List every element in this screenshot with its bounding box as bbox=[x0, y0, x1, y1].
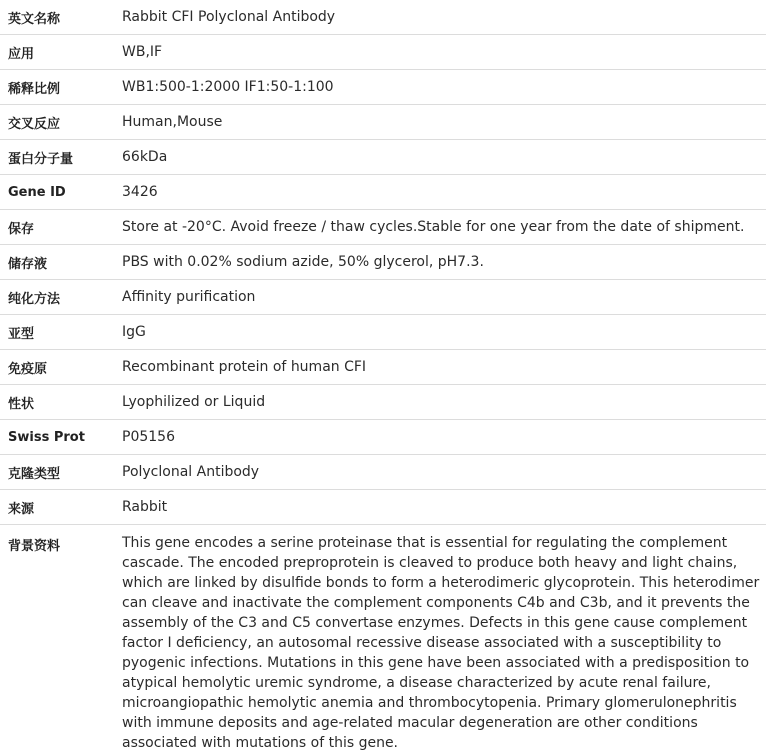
spec-value-background: This gene encodes a serine proteinase that is essential for regulating the complement cascade. The encoded preproprotein is cleaved to produce both heavy and light chains, which are linked by disulfide bonds to form a heterodimeric glycoprotein. This heterodimer can cleave and inactivate the complement components C4b and C3b, and it prevents the assembly of the C3 and C5 convertase enzymes. Defects in this gene cause complement factor I deficiency, an autosomal recessive disease associated with a susceptibility to pyogenic infections. Mutations in this gene have been associated with a predisposition to atypical hemolytic uremic syndrome, a disease characterized by acute renal failure, microangiopathic hemolytic anemia and thrombocytopenia. Primary glomerulonephritis with immune deposits and age-related macular degeneration are other conditions associated with mutations of this gene. bbox=[122, 535, 760, 751]
spec-value: P05156 bbox=[122, 429, 175, 445]
spec-value: 66kDa bbox=[122, 149, 168, 165]
spec-row-application bbox=[0, 35, 766, 70]
spec-row-gene-id bbox=[0, 175, 766, 210]
spec-row-background bbox=[0, 525, 766, 754]
spec-value: WB,IF bbox=[122, 44, 163, 60]
spec-row-storage bbox=[0, 210, 766, 245]
spec-value: Recombinant protein of human CFI bbox=[122, 359, 367, 375]
spec-value: WB1:500-1:2000 IF1:50-1:100 bbox=[122, 79, 334, 95]
spec-row-purification bbox=[0, 280, 766, 315]
spec-value: IgG bbox=[122, 324, 146, 340]
spec-row-english-name bbox=[0, 0, 766, 35]
spec-label: 背景资料 bbox=[8, 539, 61, 554]
spec-value: PBS with 0.02% sodium azide, 50% glycerol, pH7.3. bbox=[122, 254, 484, 270]
spec-label: 克隆类型 bbox=[8, 466, 61, 482]
spec-row-cross-reactivity bbox=[0, 105, 766, 140]
spec-label: 亚型 bbox=[8, 326, 35, 342]
spec-label: 稀释比例 bbox=[8, 81, 61, 97]
spec-label: 性状 bbox=[8, 396, 35, 412]
spec-value: Rabbit CFI Polyclonal Antibody bbox=[122, 9, 336, 25]
spec-row-form bbox=[0, 385, 766, 420]
spec-label: 英文名称 bbox=[8, 11, 61, 27]
spec-label: 保存 bbox=[8, 221, 35, 237]
spec-label: 纯化方法 bbox=[8, 291, 61, 307]
spec-value: Rabbit bbox=[122, 499, 168, 515]
spec-label: 蛋白分子量 bbox=[8, 151, 74, 167]
spec-value: Polyclonal Antibody bbox=[122, 464, 260, 480]
spec-label: Gene ID bbox=[8, 184, 66, 200]
spec-value: Lyophilized or Liquid bbox=[122, 394, 266, 410]
spec-row-clonality bbox=[0, 455, 766, 490]
spec-value: Store at -20°C. Avoid freeze / thaw cycles.Stable for one year from the date of shipment. bbox=[122, 219, 745, 235]
spec-row-immunogen bbox=[0, 350, 766, 385]
spec-row-buffer bbox=[0, 245, 766, 280]
spec-label: Swiss Prot bbox=[8, 429, 85, 445]
spec-label: 来源 bbox=[8, 501, 35, 517]
spec-value: Affinity purification bbox=[122, 289, 256, 305]
spec-row-molecular-weight bbox=[0, 140, 766, 175]
spec-row-host bbox=[0, 490, 766, 525]
spec-label: 免疫原 bbox=[8, 361, 48, 377]
spec-label: 应用 bbox=[8, 46, 35, 62]
spec-label: 储存液 bbox=[8, 256, 48, 272]
spec-label: 交叉反应 bbox=[8, 116, 61, 132]
spec-value: Human,Mouse bbox=[122, 114, 223, 130]
spec-row-isotype bbox=[0, 315, 766, 350]
spec-value: 3426 bbox=[122, 184, 158, 200]
spec-row-swiss-prot bbox=[0, 420, 766, 455]
spec-row-dilution bbox=[0, 70, 766, 105]
